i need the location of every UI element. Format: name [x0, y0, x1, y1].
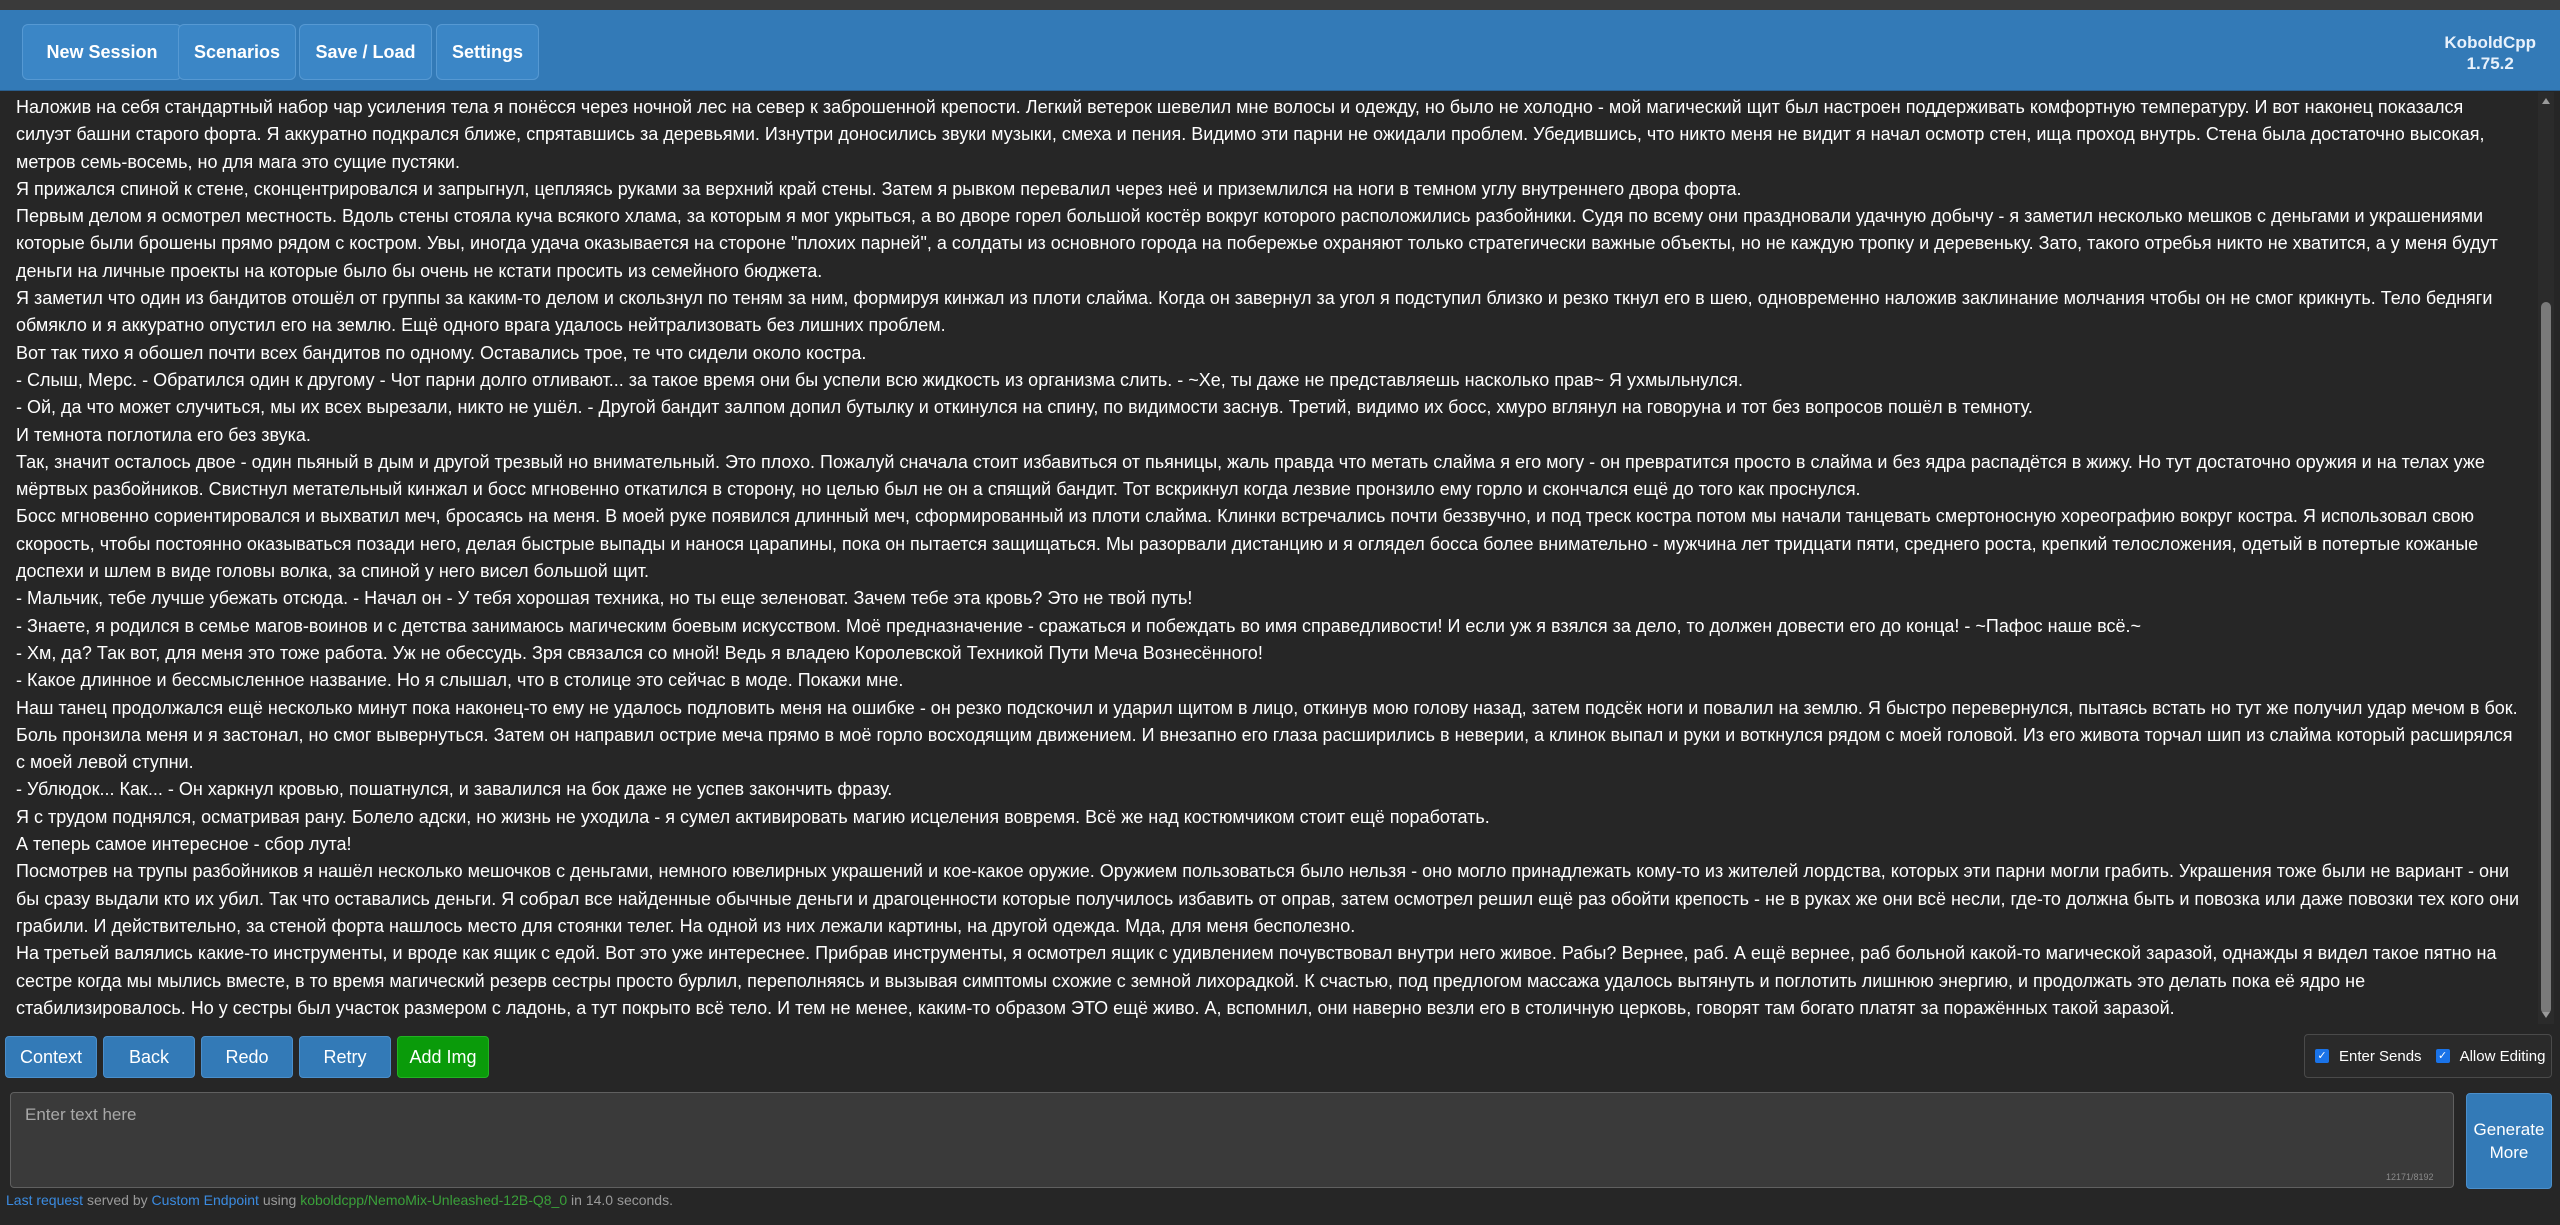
served-by-text: served by	[83, 1192, 152, 1208]
allow-editing-checkbox[interactable]: ✓	[2436, 1049, 2450, 1063]
settings-button[interactable]: Settings	[436, 24, 539, 80]
story-paragraph: На третьей валялись какие-то инструменты, и вроде как ящик с едой. Вот это уже интереснее. Прибрав инструменты, я осмотрел ящик с удивлением почувствовал внутри него живое. Рабы? Вернее, раб. А ещё вернее, раб больной какой-то магической заразой, однажды я видел такое пятно на сестре когда мы мылись вместе, в то время магический резерв сестры просто бурлил, переполняясь и вызывая симптомы схожие с земной лихорадкой. К счастью, под предлогом массажа удалось вытянуть и поглотить лишнюю энергию, и продолжать это делать пока её ядро не стабилизировалось. Но у сестры был участок размером с ладонь, а тут покрыто всё тело. И тем не менее, каким-то образом ЭТО ещё живо. А, вспомнил, они наверно везли его в столичную церковь, говорят там богато платят за поражённых такой заразой.	[16, 943, 2497, 1018]
model-name: koboldcpp/NemoMix-Unleashed-12B-Q8_0	[300, 1192, 568, 1208]
custom-endpoint-link[interactable]: Custom Endpoint	[151, 1192, 259, 1208]
add-img-button[interactable]: Add Img	[397, 1036, 489, 1078]
story-paragraph: - Какое длинное и бессмысленное название. Но я слышал, что в столице это сейчас в моде. Покажи мне.	[16, 670, 904, 691]
story-paragraph: Я заметил что один из бандитов отошёл от группы за каким-то делом и скользнул по теням за ним, формируя кинжал из плоти слайма. Когда он завернул за угол я подступил близко и резко ткнул его в шею, одновременно наложив заклинание молчания чтобы он не смог крикнуть. Тело бедняги обмякло и я аккуратно опустил его на землю. Ещё одного врага удалось нейтрализовать без лишних проблем.	[16, 288, 2493, 336]
new-session-button[interactable]: New Session	[22, 24, 182, 80]
options-box	[2304, 1034, 2552, 1078]
story-paragraph: - Слыш, Мерс. - Обратился один к другому - Чот парни долго отливают... за такое время они бы успели всю жидкость из организма слить. - ~Хе, ты даже не представляешь насколько прав~ Я ухмыльнулся.	[16, 369, 1744, 390]
story-paragraph: Я с трудом поднялся, осматривая рану. Болело адски, но жизнь не уходила - я сумел активировать магию исцеления вовремя. Всё же над костюмчиком стоит ещё поработать.	[16, 806, 1490, 827]
context-button[interactable]: Context	[5, 1036, 97, 1078]
top-navbar	[0, 10, 2560, 91]
window-top-strip	[0, 0, 2560, 10]
brand-version: 1.75.2	[2466, 54, 2514, 73]
story-paragraph: - Ой, да что может случиться, мы их всех вырезали, никто не ушёл. - Другой бандит залпом допил бутылку и откинулся на спину, по видимости заснув. Третий, видимо их босс, хмуро вглянул на говоруна и тот без вопросов пошёл в темноту.	[16, 397, 2033, 418]
brand-logo	[2444, 32, 2536, 74]
story-paragraph: Наш танец продолжался ещё несколько минут пока наконец-то ему не удалось подловить меня на ошибке - он резко подскочил и ударил щитом в лицо, откинув мою голову назад, затем подсёк ноги и повалил на землю. Я быстро перевернулся, пытаясь встать но тут же получил удар мечом в бок. Боль пронзила меня и я застонал, но смог вывернуться. Затем он направил острие меча прямо в моё горло восходящим движением. И внезапно его глаза расширились в неверии, а клинок выпал и руки и воткнулся рядом с моей головой. Из его живота торчал шип из слайма который расширялся с моей левой ступни.	[16, 697, 2518, 773]
story-paragraph: - Мальчик, тебе лучше убежать отсюда. - Начал он - У тебя хорошая техника, но ты еще зеленоват. Зачем тебе эта кровь? Это не твой путь!	[16, 588, 1193, 609]
story-paragraph: - Хм, да? Так вот, для меня это тоже работа. Уж не обессудь. Зря связался со мной! Ведь я владею Королевской Техникой Пути Меча Вознесённого!	[16, 642, 1263, 663]
story-text-area[interactable]	[8, 92, 2530, 1024]
retry-button[interactable]: Retry	[299, 1036, 391, 1078]
story-paragraph: И темнота поглотила его без звука.	[16, 424, 311, 445]
story-paragraph: Первым делом я осмотрел местность. Вдоль стены стояла куча всякого хлама, за которым я мог укрыться, а во дворе горел большой костёр вокруг которого расположились разбойники. Судя по всему они праздновали удачную добычу - я заметил несколько мешков с деньгами и украшениями которые были брошены прямо рядом с костром. Увы, иногда удача оказывается на стороне "плохих парней", а солдаты из основного города на побережье охраняют только стратегически важные объекты, но не каждую тропку и деревеньку. Зато, такого отребья никто не хватится, а у меня будут деньги на личные проекты на которые было бы очень не кстати просить из семейного бюджета.	[16, 206, 2498, 281]
story-paragraph: Босс мгновенно сориентировался и выхватил меч, бросаясь на меня. В моей руке появился длинный меч, сформированный из плоти слайма. Клинки встречались почти беззвучно, и под треск костра потом мы начали танцевать смертоносную хореографию вокруг костра. Я использовал свою скорость, чтобы постоянно оказываться позади него, делая быстрые выпады и нанося царапины, пока он пытается защищаться. Мы разорвали дистанцию и я оглядел босса более внимательно - мужчина лет тридцати пяти, среднего роста, крепкий телосложения, одетый в потертые кожаные доспехи и шлем в виде головы волка, за спиной у него висел большой щит.	[16, 506, 2479, 582]
story-paragraph: Так, значит осталось двое - один пьяный в дым и другой трезвый но внимательный. Это плохо. Пожалуй сначала стоит избавиться от пьяницы, жаль правда что метать слайма я его могу - он превратится просто в слайма и без ядра распадётся в жижу. Но тут достаточно оружия и на телах уже мёртвых разбойников. Свистнул метательный кинжал и босс мгновенно откатился в сторону, но целью был не он а спящий бандит. Тот вскрикнул когда лезвие пронзило ему горло и скончался ещё до того как проснулся.	[16, 451, 2485, 500]
scenarios-button[interactable]: Scenarios	[178, 24, 296, 80]
story-paragraph: Вот так тихо я обошел почти всех бандитов по одному. Оставались трое, те что сидели около костра.	[16, 342, 867, 363]
save-load-button[interactable]: Save / Load	[299, 24, 432, 80]
scroll-thumb[interactable]	[2541, 302, 2551, 1014]
allow-editing-label: Allow Editing	[2459, 1047, 2546, 1065]
story-paragraph: Посмотрев на трупы разбойников я нашёл несколько мешочков с деньгами, немного ювелирных украшений и кое-какое оружие. Оружием пользоваться было нельзя - оно могло принадлежать кому-то из жителей лордства, которых эти парни могли грабить. Украшения тоже были не вариант - они бы сразу выдали кто их убил. Так что оставались деньги. Я собрал все найденные обычные деньги и драгоценности которые получилось избавить от оправ, затем осмотрел решил ещё раз обойти крепость - не в руках же они всё несли, где-то должна быть и повозка или даже повозки тех кого они грабили. И действительно, за стеной форта нашлось место для стоянки телег. На одной из них лежали картины, на другой одежда. Мда, для меня бесполезно.	[16, 861, 2520, 936]
enter-sends-checkbox[interactable]: ✓	[2315, 1049, 2329, 1063]
brand-name: KoboldCpp	[2444, 33, 2536, 52]
generate-label-line2: More	[2489, 1143, 2529, 1162]
token-counter: 12171/8192	[2386, 1172, 2434, 1182]
story-scrollbar[interactable]	[2538, 92, 2554, 1024]
story-paragraph: Я прижался спиной к стене, сконцентрировался и запрыгнул, цепляясь руками за верхний край стены. Затем я рывком перевалил через неё и приземлился на ноги в темном углу внутреннего двора форта.	[16, 178, 1742, 199]
using-text: using	[258, 1192, 301, 1208]
generate-label-line1: Generate	[2473, 1120, 2545, 1139]
status-line	[6, 1192, 673, 1208]
back-button[interactable]: Back	[103, 1036, 195, 1078]
duration-text: 14.0 seconds.	[585, 1192, 673, 1208]
story-paragraph: Наложив на себя стандартный набор чар усиления тела я понёсся через ночной лес на север к заброшенной крепости. Легкий ветерок шевелил мне волосы и одежду, но было не холодно - мой магический щит был настроен поддерживать комфортную температуру. И вот наконец показался силуэт башни старого форта. Я аккуратно подкрался ближе, спрятавшись за деревьями. Изнутри доносились звуки музыки, смеха и пения. Видимо эти парни не ожидали проблем. Убедившись, что никто меня не видит я начал осмотр стен, ища проход внутрь. Стена была достаточно высокая, метров семь-восемь, но для мага это сущие пустяки.	[16, 97, 2485, 172]
prompt-input[interactable]	[10, 1092, 2454, 1188]
redo-button[interactable]: Redo	[201, 1036, 293, 1078]
story-paragraph: - Знаете, я родился в семье магов-воинов и с детства занимаюсь магическим боевым искусством. Моё предназначение - сражаться и побеждать во имя справедливости! И если уж я взялся за дело, то должен довести его до конца! - ~Пафос наше всё.~	[16, 615, 2141, 636]
in-text: in	[567, 1192, 586, 1208]
generate-more-button[interactable]	[2466, 1093, 2552, 1189]
scroll-down-arrow-icon[interactable]	[2542, 1012, 2550, 1018]
enter-sends-label: Enter Sends	[2339, 1047, 2422, 1065]
scroll-up-arrow-icon[interactable]	[2542, 98, 2550, 104]
story-paragraph: А теперь самое интересное - сбор лута!	[16, 834, 352, 855]
last-request-link[interactable]: Last request	[6, 1192, 84, 1208]
story-paragraph: - Ублюдок... Как... - Он харкнул кровью, пошатнулся, и завалился на бок даже не успев закончить фразу.	[16, 779, 893, 800]
